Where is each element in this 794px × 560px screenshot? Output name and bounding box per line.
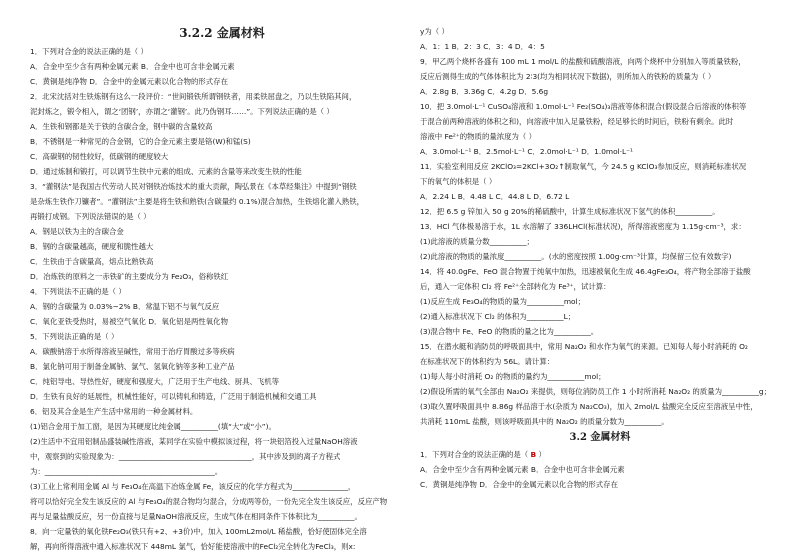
text-line: B．不锈钢是一种常见的合金钢，它的合金元素主要是铬(W)和锰(S)	[30, 137, 251, 146]
text-line: (2)假设所需的氧气全部由 Na₂O₂ 来提供，则每位消防员工作 1 小时所消耗 Na₂O₂ 的质量为__________g；	[420, 387, 772, 396]
text-line: 11．实验室利用反应 2KClO₃=2KCl+3O₂↑制取氧气，今 24.5 g KClO₃参加反应，则消耗标准状况	[420, 162, 747, 171]
text-line: C．氧化亚铁受热时，易被空气氧化 D．氧化铝是两性氧化物	[30, 317, 228, 326]
text-line: 8．向一定量铁的氧化铁Fe₂O₃(铁只有+2、+3价)中，加入 100mL2mol/L 稀盐酸，恰好使固体完全溶	[30, 527, 367, 536]
text-line: (2)生活中不宜用铝制品盛装碱性溶液，某同学在实验中模拟该过程，将一块铝箔投入过量NaOH溶液	[30, 437, 358, 446]
text-line: (1)反应生成 Fe₃O₄的物质的量为__________mol；	[420, 297, 585, 306]
text-line: A．合金中至少含有两种金属元素 B．合金中也可含非金属元素	[420, 465, 625, 474]
question-1-text: 1．下列对合金的说法正确的是（	[420, 450, 531, 459]
text-line: C．高碳钢的韧性较好，低碳钢的硬度较大	[30, 152, 169, 161]
text-line: 溶液中 Fe²⁺的物质的量浓度为（ ）	[420, 132, 537, 141]
text-line: C．纯铝导电、导热性好，硬度和强度大，广泛用于生产电线、厨具、飞机等	[30, 377, 280, 386]
text-line: (1)此溶液的质量分数__________；	[420, 237, 534, 246]
text-line: 共消耗 110mL 盐酸，则该呼吸面具中的 Na₂O₂ 的质量分数为__________。	[420, 417, 669, 426]
text-line: C．黄铜是纯净物 D．合金中的金属元素以化合物的形式存在	[420, 480, 618, 489]
text-line: 解，再向所得溶液中通入标准状况下 448mL 氯气，恰好能使溶液中的FeCl₂完全转化为FeCl₃，则x:	[30, 542, 356, 551]
text-line: A．钢的含碳量为 0.03%~2% B．常温下铝不与氧气反应	[30, 302, 220, 311]
text-line: 反应后测得生成的气体体积比为 2∶3(均为相同状况下数据)，则所加入的铁粉的质量为（ ）	[420, 72, 716, 81]
text-line: 15．在潜水艇和消防员的呼吸面具中，常用 Na₂O₂ 和水作为氧气的来源。已知每人每小时消耗的 O₂	[420, 342, 748, 351]
text-line: 2．北宋沈括对生铁炼钢有这么一段评价：“世间锻铁所谓钢铁者，用柔铁屈盘之，乃以生铁陷其间，	[30, 92, 357, 101]
text-line: 13．HCl 气体极易溶于水，1L 水溶解了 336LHCl(标准状况)，所得溶液密度为 1.15g·cm⁻³，求：	[420, 222, 746, 231]
page-title: 3.2.2 金属材料	[179, 26, 265, 40]
text-line: 下的氧气的体积是（ ）	[420, 177, 497, 186]
text-line: 4．下列说法不正确的是（ ）	[30, 287, 126, 296]
right-question-lines	[420, 24, 780, 429]
text-line: 14．将 40.0gFe、FeO 混合物置于纯氧中加热，迅速被氧化生成 46.4gFe₃O₄，将产物全部溶于盐酸	[420, 267, 751, 276]
text-line: 再锻打成钢。下列说法错误的是（ ）	[30, 212, 151, 221]
text-line: 再与足量盐酸反应，另一份直接与足量NaOH溶液反应，生成气体在相同条件下体积比为__________。	[30, 512, 362, 521]
text-line: 为：______________________________________________。	[30, 467, 223, 476]
text-line: 3．“灌钢法”是我国古代劳动人民对钢铁冶炼技术的重大贡献，陶弘景在《本草经集注》中提到“钢铁	[30, 182, 357, 191]
text-line: B．钢的含碳量越高，硬度和脆性越大	[30, 242, 154, 251]
text-line: (2)通入标准状况下 Cl₂ 的体积为__________L；	[420, 312, 576, 321]
text-line: C．生铁由于含碳量高，熔点比熟铁高	[30, 257, 154, 266]
text-line: D．生铁有良好的延展性，机械性能好，可以铸轧和铸造，广泛用于制造机械和交通工具	[30, 392, 317, 401]
text-line: 9．甲乙两个烧杯各盛有 100 mL 1 mol/L 的盐酸和硫酸溶液，向两个烧杯中分别加入等质量铁粉，	[420, 57, 746, 66]
text-line: A．碳酸钠溶于水所得溶液呈碱性，常用于治疗胃酸过多等疾病	[30, 347, 235, 356]
text-line: 在标准状况下的体积约为 56L。请计算：	[420, 357, 555, 366]
text-line: 5．下列说法正确的是（ ）	[30, 332, 119, 341]
answer-question-1	[420, 447, 780, 462]
right-column	[420, 0, 780, 492]
text-line: A．合金中至少含有两种金属元素 B．合金中也可含非金属元素	[30, 62, 235, 71]
text-line: (3)混合物中 Fe、FeO 的物质的量之比为__________。	[420, 327, 599, 336]
question-1-end: ）	[536, 450, 546, 459]
text-line: A．钢是以铁为主的含碳合金	[30, 227, 124, 236]
text-line: A．3.0mol·L⁻¹ B．2.5mol·L⁻¹ C．2.0mol·L⁻¹ D．1.0mol·L⁻¹	[420, 147, 634, 156]
text-line: A．2.24 L B．4.48 L C．44.8 L D．6.72 L	[420, 192, 570, 201]
question-1-answer: B	[530, 450, 537, 459]
text-line: B．氯化钠可用于制备金属钠、氯气、氢氧化钠等多种工业产品	[30, 362, 235, 371]
text-line: 1．下列对合金的说法正确的是（ ）	[30, 47, 148, 56]
text-line: (1)每人每小时消耗 O₂ 的物质的量约为__________mol；	[420, 372, 606, 381]
text-line: (2)此溶液的物质的量浓度__________。(水的密度按照 1.00g·cm⁻³计算，均保留三位有效数字)	[420, 252, 732, 261]
text-line: 10．把 3.0mol·L⁻¹ CuSO₄溶液和 1.0mol·L⁻¹ Fe₂(SO₄)₃溶液等体积混合(假设混合后溶液的体积等	[420, 102, 747, 111]
text-line: A．1：1 B．2：3 C．3：4 D．4：5	[420, 42, 545, 51]
text-line: D．冶炼铁的原料之一赤铁矿的主要成分为 Fe₂O₃，俗称铁红	[30, 272, 229, 281]
text-line: (3)工业上常利用金属 Al 与 Fe₃O₄在高温下冶炼金属 Fe，该反应的化学方程式为_______________，	[30, 482, 356, 491]
text-line: 中，观察到的实验现象为：____________________________________，其中涉及到的离子方程式	[30, 452, 341, 461]
text-line: C．黄铜是纯净物 D．合金中的金属元素以化合物的形式存在	[30, 77, 228, 86]
text-line: D．通过炼制和锻打，可以调节生铁中元素的组成、元素的含量等来改变生铁的性能	[30, 167, 302, 176]
answer-section-title: 3.2 金属材料	[569, 432, 631, 443]
text-line: 泥封炼之，锻令相入，谓之‘团钢’，亦谓之‘灌钢’。此乃伪钢耳……”。下列说法正确的是（ ）	[30, 107, 334, 116]
answer-option-lines	[420, 462, 780, 492]
text-line: 6．铝及其合金是生产生活中常用的一种金属材料。	[30, 407, 198, 416]
text-line: 12．把 6.5 g 锌加入 50 g 20%的稀硫酸中，计算生成标准状况下氢气的体积__________。	[420, 207, 720, 216]
text-line: 将可以恰好完全发生该反应的 Al 与Fe₃O₄的混合物均匀混合，分成两等份，一份先完全发生该反应，反应产物	[30, 497, 388, 506]
left-column	[30, 0, 414, 554]
text-line: A．生铁和钢都是关于铁的含碳合金，钢中碳的含量较高	[30, 122, 213, 131]
text-line: 于混合前两种溶液的体积之和)，向溶液中加入足量铁粉，经足够长的时间后，铁粉有剩余。此时	[420, 117, 734, 126]
text-line: 是杂炼生铁作刀镰者”。“灌钢法”主要是将生铁和熟铁(含碳量约 0.1%)混合加热，生铁熔化灌入熟铁，	[30, 197, 365, 206]
text-line: y为（ ）	[420, 27, 449, 36]
text-line: 后，通入一定体积 Cl₂ 将 Fe²⁺全部转化为 Fe³⁺，试计算：	[420, 282, 611, 291]
text-line: (1)铝合金用于加工窗，是因为其硬度比纯金属__________(填“大”或“小”)。	[30, 422, 276, 431]
left-question-lines	[30, 44, 414, 554]
text-line: A．2.8g B．3.36g C．4.2g D．5.6g	[420, 87, 549, 96]
text-line: (3)取久置呼吸面具中 8.86g 样品溶于水(杂质为 Na₂CO₃)，加入 2mol/L 盐酸完全反应至溶液呈中性，	[420, 402, 758, 411]
